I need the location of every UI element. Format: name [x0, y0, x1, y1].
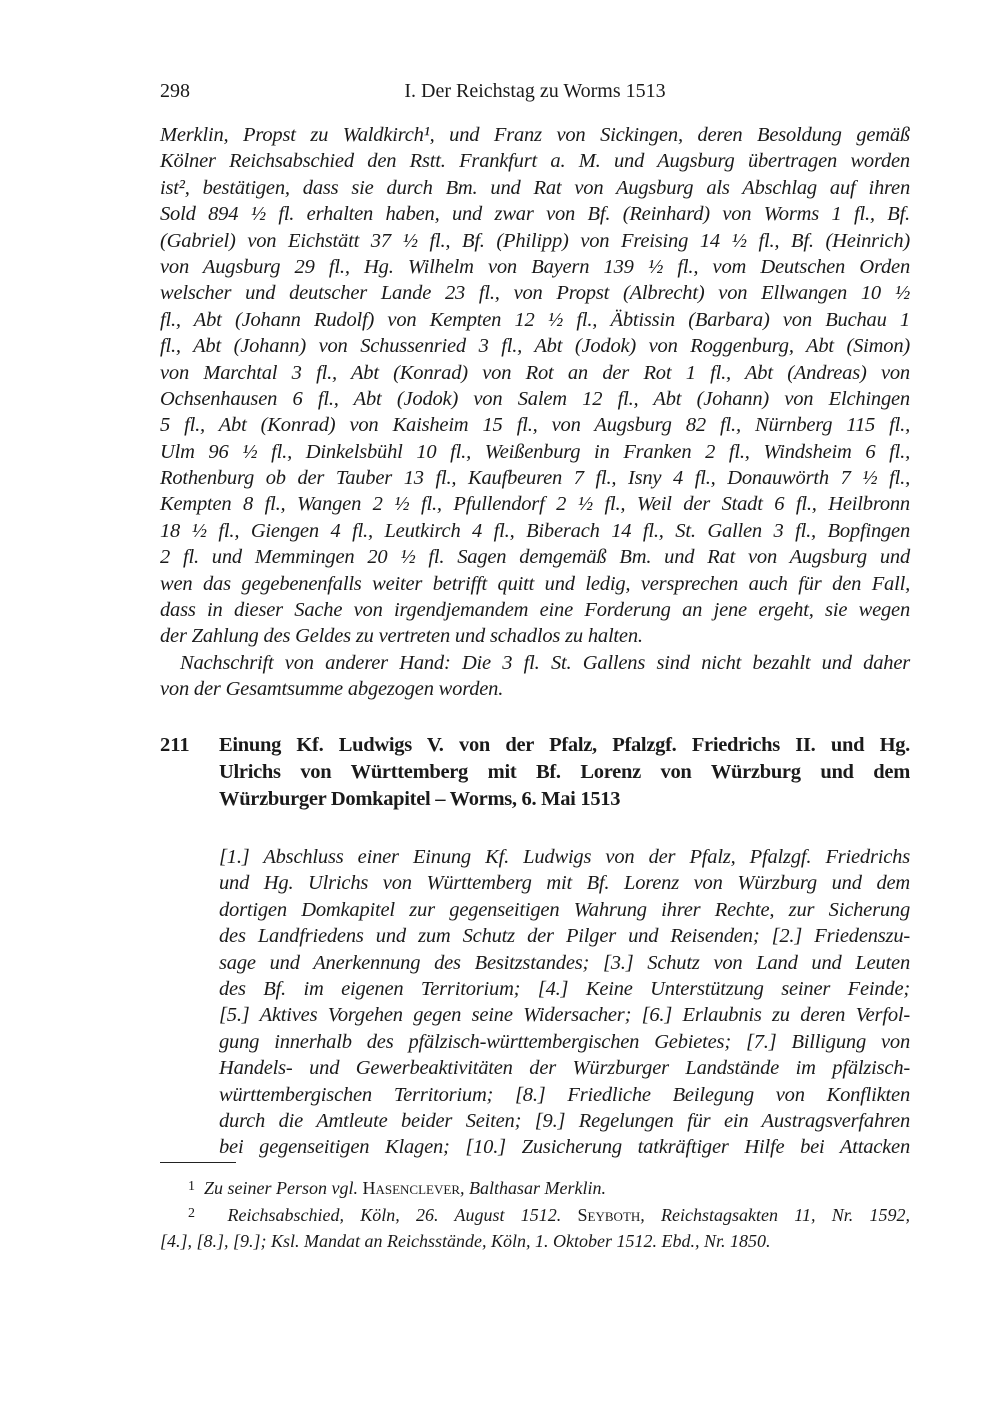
footnote-1: $^1$ Zu seiner Person vgl. Hasenclever, Balthasar Merklin.: [188, 1178, 606, 1198]
text-line: Ulrichs von Württemberg mit Bf. Lorenz von Würzburg und dem: [219, 761, 910, 783]
text-line: [1.] Abschluss einer Einung Kf. Ludwigs von der Pfalz, Pfalzgf. Friedrichs: [219, 846, 910, 868]
text-line: welscher und deutscher Lande 23 fl., von Propst (Albrecht) von Ellwangen 10 ½: [160, 282, 910, 305]
running-title: I. Der Reichstag zu Worms 1513: [404, 80, 666, 102]
footnote-rule: [160, 1162, 236, 1163]
text-line: (Gabriel) von Eichstätt 37 ½ fl., Bf. (Philipp) von Freising 14 ½ fl., Bf. (Heinrich): [160, 229, 910, 252]
page-number: 298: [160, 80, 190, 102]
text-line: dass in dieser Sache von irgendjemandem eine Forderung an jene ergeht, sie wegen: [160, 599, 910, 622]
text-line: Ulm 96 ½ fl., Dinkelsbühl 10 fl., Weißenburg in Franken 2 fl., Windsheim 6 fl.,: [160, 440, 910, 463]
entry-regest: [219, 844, 910, 1161]
text-line: des Bf. im eigenen Territorium; [4.] Keine Unterstützung seiner Feinde;: [219, 977, 910, 1000]
main-text: [160, 122, 910, 703]
text-line: württembergischen Territorium; [8.] Friedliche Beilegung von Konflikten: [219, 1083, 910, 1106]
text-line: ist², bestätigen, dass sie durch Bm. und Rat von Augsburg als Abschlag auf ihren: [160, 176, 910, 199]
text-line: Kempten 8 fl., Wangen 2 ½ fl., Pfullendorf 2 ½ fl., Weil der Stadt 6 fl., Heilbronn: [160, 493, 910, 516]
footnote-2-continued: [4.], [8.], [9.]; Ksl. Mandat an Reichsstände, Köln, 1. Oktober 1512. Ebd., Nr. 1850.: [160, 1231, 771, 1251]
text-line: Handels- und Gewerbeaktivitäten der Würzburger Landstände im pfälzisch-: [219, 1057, 910, 1080]
text-line: des Landfriedens und zum Schutz der Pilger und Reisenden; [2.] Friedenszu-: [219, 925, 910, 948]
text-line: Würzburger Domkapitel – Worms, 6. Mai 1513: [219, 788, 621, 810]
text-line: [5.] Aktives Vorgehen gegen seine Widersacher; [6.] Erlaubnis zu deren Verfol-: [219, 1004, 910, 1027]
text-line: Nachschrift von anderer Hand: Die 3 fl. St. Gallens sind nicht bezahlt und daher: [180, 651, 910, 674]
text-line: Einung Kf. Ludwigs V. von der Pfalz, Pfalzgf. Friedrichs II. und Hg.: [219, 734, 910, 756]
text-line: dortigen Domkapitel zur gegenseitigen Wahrung ihrer Rechte, zur Sicherung: [219, 898, 910, 921]
text-line: 18 ½ fl., Giengen 4 fl., Leutkirch 4 fl., Biberach 14 fl., St. Gallen 3 fl., Bopfingen: [160, 519, 910, 542]
text-line: Merklin, Propst zu Waldkirch¹, und Franz von Sickingen, deren Besoldung gemäß: [160, 124, 910, 146]
text-line: von Augsburg 29 fl., Hg. Wilhelm von Bayern 139 ½ fl., vom Deutschen Orden: [160, 255, 910, 278]
entry-number: 211: [160, 734, 190, 756]
text-line: bei gegenseitigen Klagen; [10.] Zusicherung tatkräftiger Hilfe bei Attacken: [219, 1136, 910, 1159]
entry-heading: [160, 732, 910, 813]
text-line: 5 fl., Abt (Konrad) von Kaisheim 15 fl., von Augsburg 82 fl., Nürnberg 115 fl.,: [160, 414, 910, 437]
text-line: Rothenburg ob der Tauber 13 fl., Kaufbeuren 7 fl., Isny 4 fl., Donauwörth 7 ½ fl.,: [160, 467, 910, 490]
text-line: fl., Abt (Johann) von Schussenried 3 fl., Abt (Jodok) von Roggenburg, Abt (Simon): [160, 335, 910, 358]
text-line: Ochsenhausen 6 fl., Abt (Jodok) von Salem 12 fl., Abt (Johann) von Elchingen: [160, 387, 910, 410]
footnotes: [160, 1174, 910, 1254]
text-line: wen das gegebenenfalls weiter betrifft quitt und ledig, versprechen auch für den Fall,: [160, 572, 910, 595]
text-line: 2 fl. und Memmingen 20 ½ fl. Sagen demgemäß Bm. und Rat von Augsburg und: [160, 546, 910, 569]
text-line: der Zahlung des Geldes zu vertreten und schadlos zu halten.: [160, 625, 643, 648]
text-line: von Marchtal 3 fl., Abt (Konrad) von Rot an der Rot 1 fl., Abt (Andreas) von: [160, 361, 910, 384]
text-line: sage und Anerkennung des Besitzstandes; [3.] Schutz von Land und Leuten: [219, 951, 910, 974]
text-line: und Hg. Ulrichs von Württemberg mit Bf. Lorenz von Würzburg und dem: [219, 872, 910, 895]
text-line: gung innerhalb des pfälzisch-württembergischen Gebietes; [7.] Billigung von: [219, 1030, 910, 1053]
text-line: Kölner Reichsabschied den Rstt. Frankfurt a. M. und Augsburg übertragen worden: [160, 150, 910, 173]
text-line: Sold 894 ½ fl. erhalten haben, und zwar von Bf. (Reinhard) von Worms 1 fl., Bf.: [160, 203, 910, 226]
text-line: von der Gesamtsumme abgezogen worden.: [160, 678, 504, 701]
footnote-2: $^2$ Reichsabschied, Köln, 26. August 1512. Seyboth, Reichstagsakten 11, Nr. 1592,: [188, 1205, 910, 1225]
text-line: fl., Abt (Johann Rudolf) von Kempten 12 ½ fl., Äbtissin (Barbara) von Buchau 1: [160, 308, 910, 331]
text-line: durch die Amtleute beider Seiten; [9.] Regelungen für ein Austragsverfahren: [219, 1109, 910, 1132]
